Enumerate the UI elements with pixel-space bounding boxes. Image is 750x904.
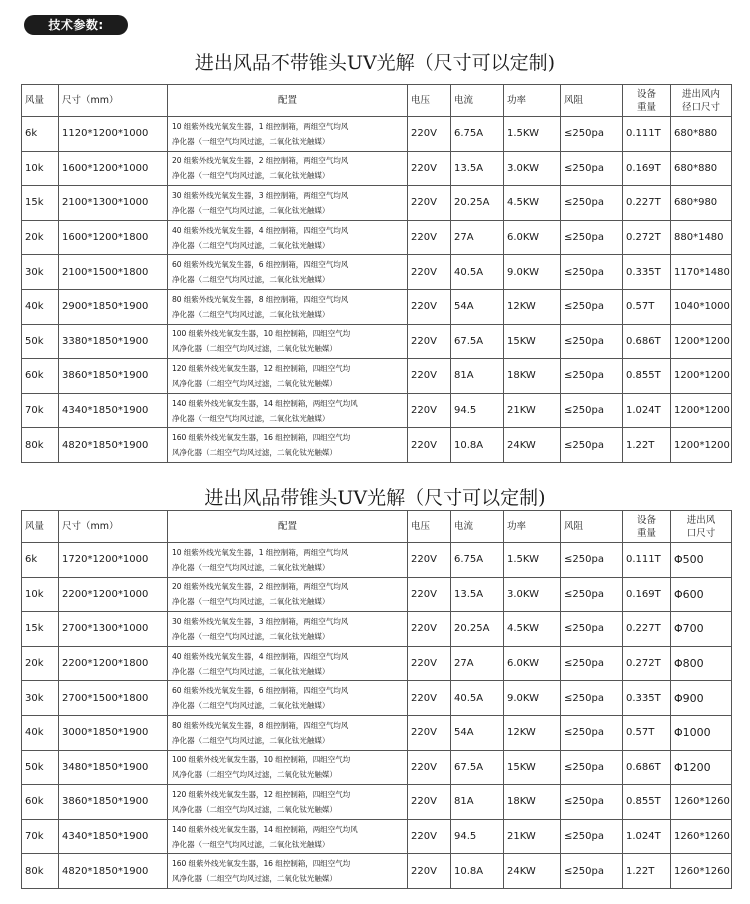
table-row: [22, 393, 732, 428]
config-line-1: 10 组紫外线光氧发生器，1 组控制箱，两组空气均风: [172, 121, 349, 131]
cell-power: 12KW: [504, 289, 561, 324]
cell-power: 18KW: [504, 359, 561, 394]
cell-power: 6.0KW: [504, 646, 561, 681]
cell-current: 6.75A: [451, 543, 504, 578]
table2-title: 进出风品带锥头UV光解（尺寸可以定制): [204, 487, 546, 509]
cell-power: 21KW: [504, 393, 561, 428]
cell-resistance: ≤250pa: [561, 854, 623, 889]
config-line-1: 120 组紫外线光氧发生器，12 组控制箱，四组空气均: [172, 363, 351, 373]
cell-config: [168, 359, 408, 394]
config-line-1: 20 组紫外线光氧发生器，2 组控制箱，两组空气均风: [172, 582, 349, 592]
config-line-2: 净化器（二组空气均风过滤，二氧化钛光触媒）: [172, 735, 330, 745]
cell-config: [168, 646, 408, 681]
cell-current: 40.5A: [451, 681, 504, 716]
cell-weight: 0.272T: [623, 220, 671, 255]
table-row: [22, 428, 732, 463]
config-line-2: 净化器（二组空气均风过滤，二氧化钛光触媒）: [172, 275, 330, 285]
cell-airflow: 40k: [22, 289, 59, 324]
cell-resistance: ≤250pa: [561, 393, 623, 428]
config-line-2: 净化器（一组空气均风过滤，二氧化钛光触媒）: [172, 413, 330, 423]
header-weight: [623, 85, 671, 117]
cell-config: [168, 186, 408, 221]
config-line-1: 80 组紫外线光氧发生器，8 组控制箱，四组空气均风: [172, 720, 349, 730]
cell-config: [168, 543, 408, 578]
cell-config: [168, 681, 408, 716]
config-line-2: 风净化器（二组空气均风过滤，二氧化钛光触媒）: [172, 344, 337, 354]
cell-config: [168, 151, 408, 186]
cell-weight: 0.686T: [623, 750, 671, 785]
cell-config: [168, 577, 408, 612]
config-line-2: 净化器（二组空气均风过滤，二氧化钛光触媒）: [172, 666, 330, 676]
cell-power: 6.0KW: [504, 220, 561, 255]
config-line-2: 风净化器（二组空气均风过滤，二氧化钛光触媒）: [172, 874, 337, 884]
cell-size: 4820*1850*1900: [59, 428, 168, 463]
header-weight-line2: 重量: [636, 101, 656, 113]
cell-airflow: 80k: [22, 854, 59, 889]
header-weight-line1: 设备: [636, 88, 656, 100]
cell-airflow: 6k: [22, 543, 59, 578]
cell-airflow: 40k: [22, 715, 59, 750]
config-line-1: 140 组紫外线光氧发生器，14 组控制箱，两组空气均风: [172, 824, 358, 834]
cell-resistance: ≤250pa: [561, 220, 623, 255]
cell-airflow: 6k: [22, 117, 59, 152]
cell-current: 27A: [451, 646, 504, 681]
cell-current: 13.5A: [451, 151, 504, 186]
header-inlet: [671, 511, 732, 543]
cell-size: 2700*1300*1000: [59, 612, 168, 647]
cell-weight: 0.57T: [623, 289, 671, 324]
cell-voltage: 220V: [408, 646, 451, 681]
cell-airflow: 50k: [22, 324, 59, 359]
cell-weight: 0.335T: [623, 255, 671, 290]
cell-inlet: 1200*1200: [671, 393, 732, 428]
cell-current: 13.5A: [451, 577, 504, 612]
config-line-1: 10 组紫外线光氧发生器，1 组控制箱，两组空气均风: [172, 547, 349, 557]
cell-inlet: 880*1480: [671, 220, 732, 255]
table-row: [22, 220, 732, 255]
cell-weight: 1.22T: [623, 854, 671, 889]
cell-size: 3860*1850*1900: [59, 785, 168, 820]
config-line-2: 净化器（一组空气均风过滤，二氧化钛光触媒）: [172, 839, 330, 849]
cell-voltage: 220V: [408, 393, 451, 428]
config-line-1: 40 组紫外线光氧发生器，4 组控制箱，四组空气均风: [172, 651, 349, 661]
config-line-2: 风净化器（二组空气均风过滤，二氧化钛光触媒）: [172, 378, 337, 388]
cell-weight: 0.855T: [623, 785, 671, 820]
cell-size: 3380*1850*1900: [59, 324, 168, 359]
table-row: [22, 186, 732, 221]
header-inlet-line1: 进出风: [686, 514, 716, 526]
cell-size: 1600*1200*1000: [59, 151, 168, 186]
cell-config: [168, 289, 408, 324]
config-line-2: 风净化器（二组空气均风过滤，二氧化钛光触媒）: [172, 804, 337, 814]
table-header-row: [22, 511, 732, 543]
cell-resistance: ≤250pa: [561, 428, 623, 463]
cell-voltage: 220V: [408, 543, 451, 578]
header-inlet: [671, 85, 732, 117]
table-row: [22, 750, 732, 785]
config-line-2: 净化器（二组空气均风过滤，二氧化钛光触媒）: [172, 309, 330, 319]
config-line-2: 净化器（一组空气均风过滤，二氧化钛光触媒）: [172, 205, 330, 215]
cell-inlet: Φ500: [671, 543, 732, 578]
cell-config: [168, 612, 408, 647]
cell-voltage: 220V: [408, 715, 451, 750]
cell-size: 2700*1500*1800: [59, 681, 168, 716]
cell-weight: 0.686T: [623, 324, 671, 359]
header-power: 功率: [504, 511, 561, 543]
cell-power: 18KW: [504, 785, 561, 820]
cell-power: 12KW: [504, 715, 561, 750]
cell-size: 1600*1200*1800: [59, 220, 168, 255]
cell-size: 2100*1300*1000: [59, 186, 168, 221]
table-row: [22, 715, 732, 750]
header-airflow: 风量: [22, 511, 59, 543]
cell-voltage: 220V: [408, 151, 451, 186]
header-resistance: 风阻: [561, 511, 623, 543]
cell-size: 3000*1850*1900: [59, 715, 168, 750]
cell-airflow: 30k: [22, 681, 59, 716]
cell-airflow: 60k: [22, 359, 59, 394]
table-row: [22, 151, 732, 186]
cell-resistance: ≤250pa: [561, 715, 623, 750]
cell-power: 4.5KW: [504, 612, 561, 647]
cell-config: [168, 255, 408, 290]
cell-airflow: 70k: [22, 819, 59, 854]
cell-voltage: 220V: [408, 220, 451, 255]
cell-voltage: 220V: [408, 255, 451, 290]
cell-airflow: 80k: [22, 428, 59, 463]
config-line-2: 净化器（一组空气均风过滤，二氧化钛光触媒）: [172, 136, 330, 146]
header-weight: [623, 511, 671, 543]
cell-inlet: 1040*1000: [671, 289, 732, 324]
config-line-1: 30 组紫外线光氧发生器，3 组控制箱，两组空气均风: [172, 616, 349, 626]
cell-power: 15KW: [504, 750, 561, 785]
cell-size: 3480*1850*1900: [59, 750, 168, 785]
cell-resistance: ≤250pa: [561, 750, 623, 785]
cell-resistance: ≤250pa: [561, 612, 623, 647]
cell-config: [168, 393, 408, 428]
cell-airflow: 20k: [22, 646, 59, 681]
cell-current: 81A: [451, 359, 504, 394]
table-header-row: [22, 85, 732, 117]
cell-voltage: 220V: [408, 750, 451, 785]
cell-resistance: ≤250pa: [561, 186, 623, 221]
cell-size: 4340*1850*1900: [59, 819, 168, 854]
header-current: 电流: [451, 85, 504, 117]
config-line-1: 60 组紫外线光氧发生器，6 组控制箱，四组空气均风: [172, 686, 349, 696]
cell-current: 54A: [451, 289, 504, 324]
cell-current: 20.25A: [451, 186, 504, 221]
cell-power: 15KW: [504, 324, 561, 359]
cell-current: 6.75A: [451, 117, 504, 152]
config-line-2: 净化器（一组空气均风过滤，二氧化钛光触媒）: [172, 562, 330, 572]
cell-config: [168, 785, 408, 820]
header-config: 配置: [168, 511, 408, 543]
cell-resistance: ≤250pa: [561, 324, 623, 359]
config-line-2: 风净化器（二组空气均风过滤，二氧化钛光触媒）: [172, 448, 337, 458]
config-line-1: 20 组紫外线光氧发生器，2 组控制箱，两组空气均风: [172, 156, 349, 166]
cell-inlet: Φ1000: [671, 715, 732, 750]
config-line-2: 风净化器（二组空气均风过滤，二氧化钛光触媒）: [172, 770, 337, 780]
header-weight-line2: 重量: [636, 527, 656, 539]
cell-airflow: 30k: [22, 255, 59, 290]
cell-config: [168, 117, 408, 152]
cell-inlet: 1200*1200: [671, 428, 732, 463]
cell-inlet: 1260*1260: [671, 854, 732, 889]
config-line-1: 140 组紫外线光氧发生器，14 组控制箱，两组空气均风: [172, 398, 358, 408]
cell-airflow: 10k: [22, 577, 59, 612]
config-line-1: 80 组紫外线光氧发生器，8 组控制箱，四组空气均风: [172, 294, 349, 304]
cell-resistance: ≤250pa: [561, 785, 623, 820]
table-row: [22, 646, 732, 681]
cell-inlet: 1260*1260: [671, 819, 732, 854]
config-line-1: 100 组紫外线光氧发生器，10 组控制箱，四组空气均: [172, 755, 351, 765]
cell-airflow: 50k: [22, 750, 59, 785]
cell-resistance: ≤250pa: [561, 359, 623, 394]
cell-config: [168, 854, 408, 889]
cell-size: 4340*1850*1900: [59, 393, 168, 428]
header-config: 配置: [168, 85, 408, 117]
cell-airflow: 20k: [22, 220, 59, 255]
cell-weight: 0.111T: [623, 117, 671, 152]
cell-current: 10.8A: [451, 854, 504, 889]
header-voltage: 电压: [408, 511, 451, 543]
cell-airflow: 15k: [22, 612, 59, 647]
cell-resistance: ≤250pa: [561, 646, 623, 681]
cell-size: 1720*1200*1000: [59, 543, 168, 578]
config-line-1: 160 组紫外线光氧发生器，16 组控制箱，四组空气均: [172, 433, 351, 443]
cell-airflow: 15k: [22, 186, 59, 221]
cell-weight: 0.169T: [623, 151, 671, 186]
cell-inlet: 1260*1260: [671, 785, 732, 820]
config-line-1: 160 组紫外线光氧发生器，16 组控制箱，四组空气均: [172, 859, 351, 869]
cell-size: 2200*1200*1000: [59, 577, 168, 612]
cell-voltage: 220V: [408, 428, 451, 463]
cell-inlet: Φ1200: [671, 750, 732, 785]
cell-resistance: ≤250pa: [561, 819, 623, 854]
header-size: 尺寸（mm）: [59, 85, 168, 117]
cell-inlet: Φ700: [671, 612, 732, 647]
cell-resistance: ≤250pa: [561, 577, 623, 612]
header-voltage: 电压: [408, 85, 451, 117]
cell-inlet: 1170*1480: [671, 255, 732, 290]
cell-power: 9.0KW: [504, 255, 561, 290]
table-row: [22, 289, 732, 324]
config-line-2: 净化器（一组空气均风过滤，二氧化钛光触媒）: [172, 171, 330, 181]
cell-resistance: ≤250pa: [561, 117, 623, 152]
cell-resistance: ≤250pa: [561, 289, 623, 324]
cell-weight: 1.024T: [623, 393, 671, 428]
cell-weight: 0.57T: [623, 715, 671, 750]
table-row: [22, 359, 732, 394]
cell-voltage: 220V: [408, 117, 451, 152]
table-row: [22, 117, 732, 152]
cell-airflow: 60k: [22, 785, 59, 820]
cell-weight: 1.024T: [623, 819, 671, 854]
header-inlet-line2: 口尺寸: [686, 527, 716, 539]
cell-current: 81A: [451, 785, 504, 820]
cell-config: [168, 750, 408, 785]
table-row: [22, 324, 732, 359]
header-inlet-line1: 进出风内: [681, 88, 720, 100]
cell-voltage: 220V: [408, 577, 451, 612]
cell-current: 94.5: [451, 819, 504, 854]
header-size: 尺寸（mm）: [59, 511, 168, 543]
cell-inlet: Φ900: [671, 681, 732, 716]
table1-title: 进出风品不带锥头UV光解（尺寸可以定制): [194, 52, 556, 74]
cell-current: 27A: [451, 220, 504, 255]
header-weight-line1: 设备: [636, 514, 656, 526]
cell-size: 3860*1850*1900: [59, 359, 168, 394]
cell-power: 24KW: [504, 854, 561, 889]
cell-weight: 0.111T: [623, 543, 671, 578]
table-row: [22, 577, 732, 612]
cell-voltage: 220V: [408, 186, 451, 221]
cell-inlet: 1200*1200: [671, 324, 732, 359]
table-row: [22, 681, 732, 716]
cell-inlet: Φ800: [671, 646, 732, 681]
cell-weight: 0.855T: [623, 359, 671, 394]
cell-resistance: ≤250pa: [561, 681, 623, 716]
spec-table-no-cone: [21, 84, 732, 463]
config-line-2: 净化器（一组空气均风过滤，二氧化钛光触媒）: [172, 631, 330, 641]
cell-voltage: 220V: [408, 819, 451, 854]
cell-current: 67.5A: [451, 324, 504, 359]
config-line-1: 40 组紫外线光氧发生器，4 组控制箱，四组空气均风: [172, 225, 349, 235]
cell-power: 1.5KW: [504, 543, 561, 578]
cell-size: 4820*1850*1900: [59, 854, 168, 889]
cell-weight: 0.227T: [623, 186, 671, 221]
config-line-2: 净化器（二组空气均风过滤，二氧化钛光触媒）: [172, 240, 330, 250]
cell-power: 4.5KW: [504, 186, 561, 221]
cell-current: 54A: [451, 715, 504, 750]
cell-current: 67.5A: [451, 750, 504, 785]
table-row: [22, 543, 732, 578]
cell-config: [168, 220, 408, 255]
cell-inlet: 680*880: [671, 151, 732, 186]
config-line-1: 120 组紫外线光氧发生器，12 组控制箱，四组空气均: [172, 789, 351, 799]
section-badge: 技术参数:: [24, 15, 128, 35]
cell-airflow: 10k: [22, 151, 59, 186]
cell-weight: 0.227T: [623, 612, 671, 647]
cell-voltage: 220V: [408, 612, 451, 647]
config-line-1: 60 组紫外线光氧发生器，6 组控制箱，四组空气均风: [172, 260, 349, 270]
cell-voltage: 220V: [408, 324, 451, 359]
header-resistance: 风阻: [561, 85, 623, 117]
cell-voltage: 220V: [408, 854, 451, 889]
cell-config: [168, 428, 408, 463]
cell-power: 24KW: [504, 428, 561, 463]
cell-voltage: 220V: [408, 785, 451, 820]
spec-table-with-cone: [21, 510, 732, 889]
cell-size: 2100*1500*1800: [59, 255, 168, 290]
cell-inlet: 680*880: [671, 117, 732, 152]
header-airflow: 风量: [22, 85, 59, 117]
cell-size: 1120*1200*1000: [59, 117, 168, 152]
table-row: [22, 612, 732, 647]
cell-current: 20.25A: [451, 612, 504, 647]
cell-voltage: 220V: [408, 359, 451, 394]
cell-config: [168, 715, 408, 750]
cell-power: 3.0KW: [504, 577, 561, 612]
header-inlet-line2: 径口尺寸: [681, 101, 720, 113]
config-line-2: 净化器（一组空气均风过滤，二氧化钛光触媒）: [172, 597, 330, 607]
cell-inlet: 1200*1200: [671, 359, 732, 394]
header-current: 电流: [451, 511, 504, 543]
header-power: 功率: [504, 85, 561, 117]
cell-weight: 0.272T: [623, 646, 671, 681]
cell-weight: 0.335T: [623, 681, 671, 716]
cell-config: [168, 819, 408, 854]
cell-size: 2200*1200*1800: [59, 646, 168, 681]
table-row: [22, 785, 732, 820]
cell-resistance: ≤250pa: [561, 543, 623, 578]
cell-weight: 0.169T: [623, 577, 671, 612]
cell-power: 9.0KW: [504, 681, 561, 716]
cell-power: 21KW: [504, 819, 561, 854]
config-line-1: 30 组紫外线光氧发生器，3 组控制箱，两组空气均风: [172, 190, 349, 200]
cell-current: 40.5A: [451, 255, 504, 290]
cell-airflow: 70k: [22, 393, 59, 428]
cell-config: [168, 324, 408, 359]
table-row: [22, 819, 732, 854]
cell-power: 3.0KW: [504, 151, 561, 186]
cell-resistance: ≤250pa: [561, 151, 623, 186]
cell-voltage: 220V: [408, 681, 451, 716]
cell-resistance: ≤250pa: [561, 255, 623, 290]
config-line-1: 100 组紫外线光氧发生器，10 组控制箱，四组空气均: [172, 329, 351, 339]
cell-current: 10.8A: [451, 428, 504, 463]
cell-voltage: 220V: [408, 289, 451, 324]
cell-inlet: Φ600: [671, 577, 732, 612]
cell-size: 2900*1850*1900: [59, 289, 168, 324]
cell-power: 1.5KW: [504, 117, 561, 152]
cell-current: 94.5: [451, 393, 504, 428]
table-row: [22, 255, 732, 290]
cell-weight: 1.22T: [623, 428, 671, 463]
table-row: [22, 854, 732, 889]
cell-inlet: 680*980: [671, 186, 732, 221]
config-line-2: 净化器（二组空气均风过滤，二氧化钛光触媒）: [172, 701, 330, 711]
